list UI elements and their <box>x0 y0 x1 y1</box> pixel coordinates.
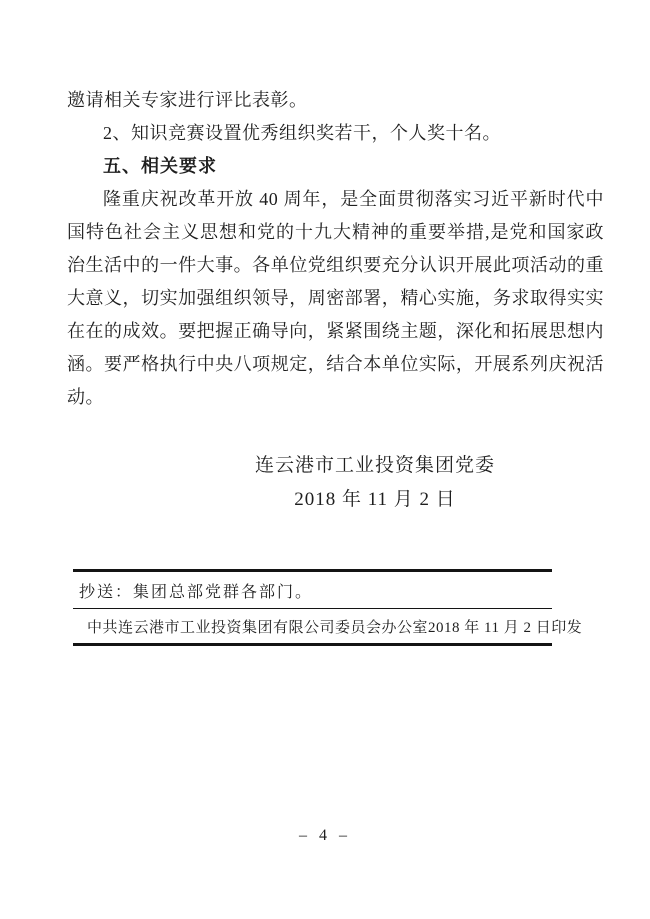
document-body <box>67 84 604 414</box>
imprint-date: 2018 年 11 月 2 日印发 <box>428 620 583 636</box>
cc-label: 抄送： <box>79 584 134 601</box>
imprint-row <box>73 609 583 643</box>
main-paragraph: 隆重庆祝改革开放 40 周年，是全面贯彻落实习近平新时代中国特色社会主义思想和党的十九大精神的重要举措,是党和国家政治生活中的一件大事。各单位党组织要充分认识开展此项活动的重大意义，切实加强组织领导，周密部署，精心实施，务求取得实实在在的成效。要把握正确导向，紧紧围绕主题，深化和拓展思想内涵。要严格执行中央八项规定，结合本单位实际，开展系列庆祝活动。 <box>67 189 604 407</box>
cc-row <box>73 572 552 609</box>
section-heading: 五、相关要求 <box>103 156 217 176</box>
cc-value: 集团总部党群各部门。 <box>133 584 314 601</box>
signature-date: 2018 年 11 月 2 日 <box>294 489 456 510</box>
paragraph-continuation: 邀请相关专家进行评比表彰。 <box>67 90 308 110</box>
imprint-issuer: 中共连云港市工业投资集团有限公司委员会办公室 <box>87 620 429 636</box>
signature-org: 连云港市工业投资集团党委 <box>254 455 495 476</box>
numbered-item: 2、知识竞赛设置优秀组织奖若干，个人奖十名。 <box>103 123 501 143</box>
footer-imprint-box <box>73 569 583 646</box>
signature-block <box>250 449 500 517</box>
page-number: – 4 – <box>299 827 351 844</box>
